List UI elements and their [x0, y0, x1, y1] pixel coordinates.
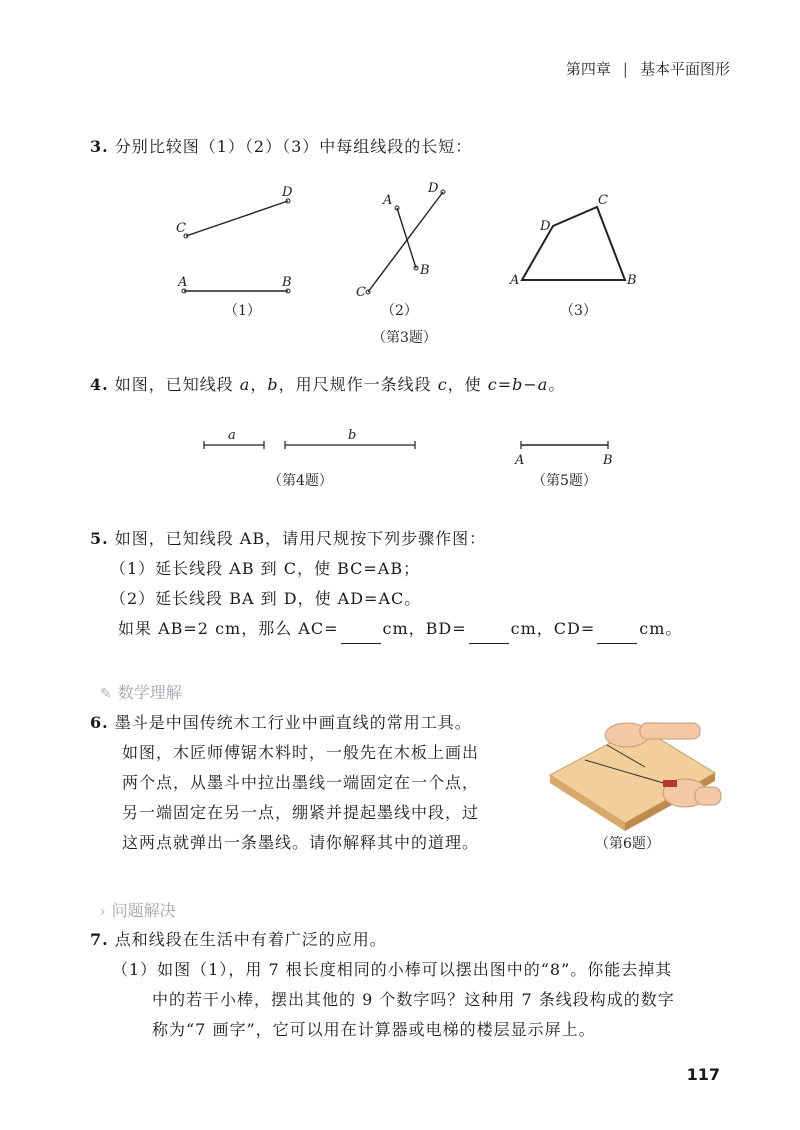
question-5	[90, 524, 682, 644]
fig3-3	[509, 193, 637, 319]
figure-q4-q5	[0, 420, 800, 500]
q7-sub-line-2: 中的若干小棒，摆出其他的 9 个数字吗？这种用 7 条线段构成的数字	[152, 990, 675, 1009]
question-4-number: 4.	[90, 375, 109, 394]
label-d: D	[282, 185, 293, 200]
question-6	[90, 708, 540, 858]
q7-sub-line-1: （1）如图（1），用 7 根长度相同的小棒可以摆出图中的“8”。你能去掉其	[112, 960, 673, 979]
question-6-number: 6.	[90, 713, 109, 732]
q6-line-5: 这两点就弹出一条墨线。请你解释其中的道理。	[122, 833, 480, 852]
question-7	[90, 925, 675, 1045]
label-d3: D	[540, 219, 551, 234]
segment-ab2	[397, 208, 416, 268]
q4-formula: c=b−a	[487, 375, 549, 394]
q7-text: 点和线段在生活中有着广泛的应用。	[114, 930, 387, 949]
label-c3: C	[598, 193, 608, 208]
label-b3: B	[627, 273, 637, 288]
q5-if-text: 如果 AB=2 cm，那么 AC=	[118, 619, 339, 638]
q4-sep: ，	[250, 375, 268, 394]
fig-q5	[514, 441, 613, 489]
q5-step1: （1）延长线段 AB 到 C，使 BC=AB；	[110, 559, 421, 578]
fig3-3-caption: （3）	[560, 303, 597, 319]
pencil-icon: ✎	[100, 686, 112, 702]
figure-q3	[0, 170, 800, 350]
answer-blank-cd[interactable]	[597, 625, 637, 644]
fig3-1-caption: （1）	[224, 303, 261, 319]
question-3	[90, 132, 472, 162]
q4-var-b: b	[267, 375, 279, 394]
q4-text-end: ，使	[447, 375, 488, 394]
label-b2: B	[420, 263, 430, 278]
chapter-title: 基本平面图形	[639, 60, 730, 78]
quadrilateral-abcd	[522, 207, 625, 280]
fig3-1	[176, 185, 293, 319]
page-number: 117	[686, 1065, 720, 1084]
fig3-2-caption: （2）	[381, 303, 418, 319]
figure-q5-caption: （第5题）	[532, 473, 597, 489]
q4-var-a: a	[239, 375, 251, 394]
figure-q3-caption: （第3题）	[372, 330, 437, 346]
figure-q6	[545, 705, 725, 855]
label-c: C	[176, 221, 186, 236]
question-4	[90, 370, 565, 400]
fig3-2	[356, 181, 445, 319]
q7-sub-line-3: 称为“7 画字”，它可以用在计算器或电梯的楼层显示屏上。	[152, 1020, 596, 1039]
q4-text-pre: 如图，已知线段	[114, 375, 240, 394]
figure-q6-caption: （第6题）	[595, 836, 660, 852]
label-b5: B	[603, 453, 613, 468]
section1-title: 数学理解	[117, 683, 182, 702]
question-7-number: 7.	[90, 930, 109, 949]
figure-q4-caption: （第4题）	[268, 473, 333, 489]
q4-text-mid: ，用尺规作一条线段	[278, 375, 438, 394]
question-5-number: 5.	[90, 529, 109, 548]
section2-title: 问题解决	[111, 901, 176, 920]
q5-blanks-line	[90, 614, 682, 644]
q5-unit2: cm，CD=	[510, 619, 596, 638]
question-3-number: 3.	[90, 137, 109, 156]
q4-period: 。	[548, 375, 566, 394]
header-separator: |	[622, 60, 628, 78]
chapter-label: 第四章	[565, 60, 611, 78]
q6-line-1: 墨斗是中国传统木工行业中画直线的常用工具。	[114, 713, 472, 732]
question-3-text: 分别比较图（1）（2）（3）中每组线段的长短：	[114, 137, 473, 156]
label-c2: C	[356, 285, 366, 300]
section-problem-solving	[100, 898, 176, 921]
q6-line-4: 另一端固定在另一点，绷紧并提起墨线中段，过	[122, 803, 480, 822]
label-b: B	[282, 275, 292, 290]
q6-line-2: 如图，木匠师傅锯木料时，一般先在木板上画出	[122, 743, 480, 762]
q5-unit1: cm，BD=	[382, 619, 467, 638]
label-d2: D	[428, 181, 439, 196]
q5-step2: （2）延长线段 BA 到 D，使 AD=AC。	[110, 589, 422, 608]
segment-cd	[186, 201, 288, 236]
section-math-understanding	[100, 680, 182, 703]
arrow-icon: ›	[100, 904, 106, 920]
label-a3: A	[510, 273, 520, 288]
answer-blank-ac[interactable]	[341, 625, 381, 644]
fig-q4	[204, 428, 415, 489]
ink-box	[663, 780, 677, 787]
seg-a-label: a	[228, 428, 236, 443]
label-a: A	[178, 275, 188, 290]
seg-b-label: b	[348, 428, 357, 443]
q4-var-c: c	[437, 375, 448, 394]
page-header	[566, 58, 730, 79]
label-a2: A	[383, 193, 393, 208]
q5-unit3: cm。	[639, 619, 683, 638]
q5-text: 如图，已知线段 AB，请用尺规按下列步骤作图：	[114, 529, 487, 548]
answer-blank-bd[interactable]	[469, 625, 509, 644]
segment-cd2	[368, 192, 443, 292]
label-a5: A	[515, 453, 525, 468]
q6-line-3: 两个点，从墨斗中拉出墨线一端固定在一个点，	[122, 773, 480, 792]
